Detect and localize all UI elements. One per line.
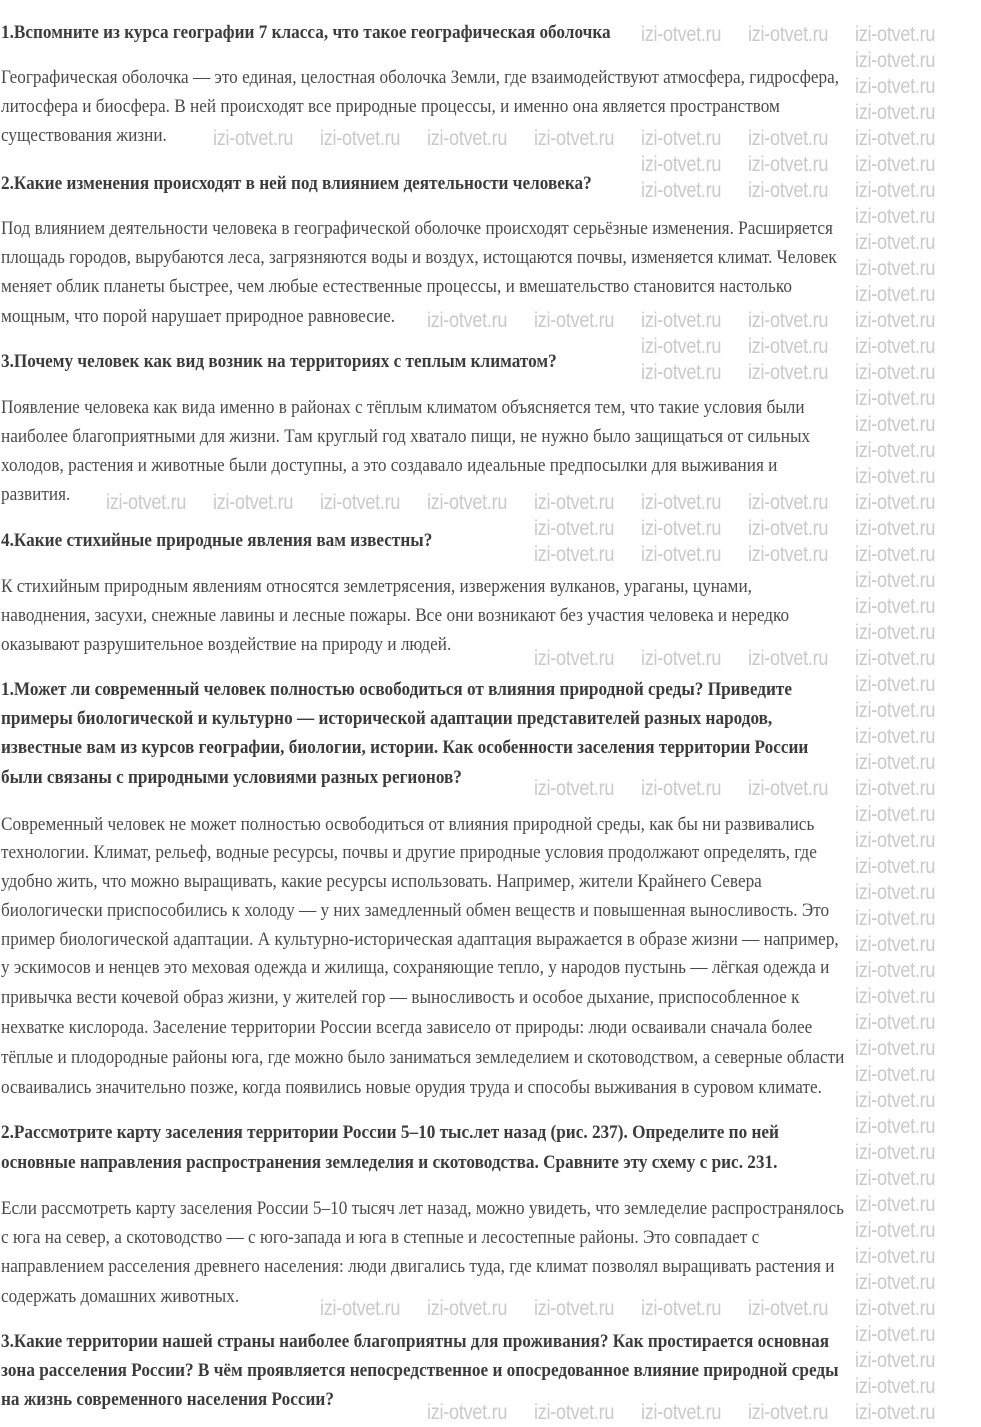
watermark-text: izi-otvet.ru xyxy=(855,569,936,592)
question-line: 1.Вспомните из курса географии 7 класса, что такое географическая оболочка xyxy=(1,23,611,43)
watermark-text: izi-otvet.ru xyxy=(748,309,829,332)
answer-line: направлением расселения древнего населения: люди двигались туда, где климат позволял выращивать растения и xyxy=(1,1257,835,1277)
watermark-text: izi-otvet.ru xyxy=(855,1323,936,1346)
watermark-text: izi-otvet.ru xyxy=(534,647,615,670)
watermark-text: izi-otvet.ru xyxy=(855,1141,936,1164)
watermark-text: izi-otvet.ru xyxy=(748,517,829,540)
watermark-text: izi-otvet.ru xyxy=(855,725,936,748)
question-line: на жизнь современного населения России? xyxy=(1,1390,334,1410)
answer-line: Появление человека как вида именно в районах с тёплым климатом объясняется тем, что такие условия были xyxy=(1,398,805,418)
watermark-text: izi-otvet.ru xyxy=(855,1401,936,1424)
watermark-text: izi-otvet.ru xyxy=(855,439,936,462)
watermark-text: izi-otvet.ru xyxy=(106,491,187,514)
watermark-text: izi-otvet.ru xyxy=(748,777,829,800)
watermark-text: izi-otvet.ru xyxy=(855,803,936,826)
answer-line: К стихийным природным явлениям относятся землетрясения, извержения вулканов, ураганы, цунами, xyxy=(1,577,752,597)
watermark-text: izi-otvet.ru xyxy=(855,1219,936,1242)
watermark-text: izi-otvet.ru xyxy=(748,23,829,46)
answer-line: площадь городов, вырубаются леса, загрязняются воды и воздух, истощаются почвы, изменяется климат. Человек xyxy=(1,248,837,268)
answer-line: наиболее благоприятными для жизни. Там круглый год хватало пищи, не нужно было защищаться от сильных xyxy=(1,427,811,447)
watermark-text: izi-otvet.ru xyxy=(748,1401,829,1424)
watermark-text: izi-otvet.ru xyxy=(855,101,936,124)
watermark-text: izi-otvet.ru xyxy=(427,1401,508,1424)
watermark-text: izi-otvet.ru xyxy=(855,595,936,618)
answer-line: холодов, растения и животные были доступны, а это создавало идеальные предпосылки для выживания и xyxy=(1,456,778,476)
watermark-text: izi-otvet.ru xyxy=(534,517,615,540)
answer-line: биологически приспособились к холоду — у них замедленный обмен веществ и повышенная выносливость. Это xyxy=(1,901,830,921)
watermark-text: izi-otvet.ru xyxy=(855,517,936,540)
question-line: 2.Какие изменения происходят в ней под влиянием деятельности человека? xyxy=(1,174,592,194)
watermark-text: izi-otvet.ru xyxy=(855,309,936,332)
watermark-text: izi-otvet.ru xyxy=(748,179,829,202)
question-line: 2.Рассмотрите карту заселения территории России 5–10 тыс.лет назад (рис. 237). Определите по ней xyxy=(1,1123,779,1143)
watermark-text: izi-otvet.ru xyxy=(855,751,936,774)
answer-line: с юга на север, а скотоводство — с юго-запада и юга в степные и лесостепные районы. Это совпадает с xyxy=(1,1228,760,1248)
watermark-text: izi-otvet.ru xyxy=(855,387,936,410)
answer-line: литосфера и биосфера. В ней происходят все природные процессы, и именно она является пространством xyxy=(1,97,780,117)
answer-line: осваивались значительно позже, когда появились новые орудия труда и способы выживания в суровом климате. xyxy=(1,1078,822,1098)
watermark-text: izi-otvet.ru xyxy=(534,1401,615,1424)
watermark-text: izi-otvet.ru xyxy=(748,361,829,384)
watermark-text: izi-otvet.ru xyxy=(855,23,936,46)
watermark-text: izi-otvet.ru xyxy=(534,777,615,800)
answer-line: Географическая оболочка — это единая, целостная оболочка Земли, где взаимодействуют атмосфера, гидросфера, xyxy=(1,68,840,88)
answer-line: пример биологической адаптации. А культурно-историческая адаптация выражается в образе жизни — например, xyxy=(1,930,839,950)
watermark-text: izi-otvet.ru xyxy=(855,777,936,800)
watermark-text: izi-otvet.ru xyxy=(855,1167,936,1190)
answer-line: Если рассмотреть карту заселения России 5–10 тысяч лет назад, можно увидеть, что земледелие распространялось xyxy=(1,1199,845,1219)
watermark-text: izi-otvet.ru xyxy=(855,49,936,72)
watermark-text: izi-otvet.ru xyxy=(534,309,615,332)
watermark-text: izi-otvet.ru xyxy=(855,1011,936,1034)
watermark-text: izi-otvet.ru xyxy=(748,491,829,514)
watermark-text: izi-otvet.ru xyxy=(855,231,936,254)
answer-line: развития. xyxy=(1,485,71,505)
watermark-text: izi-otvet.ru xyxy=(855,647,936,670)
answer-line: мощным, что порой нарушает природное равновесие. xyxy=(1,307,396,327)
question-line: 4.Какие стихийные природные явления вам известны? xyxy=(1,531,433,551)
watermark-text: izi-otvet.ru xyxy=(641,1401,722,1424)
watermark-text: izi-otvet.ru xyxy=(855,257,936,280)
watermark-text: izi-otvet.ru xyxy=(855,621,936,644)
question-line: основные направления распространения земледелия и скотоводства. Сравните эту схему с рис. 231. xyxy=(1,1153,778,1173)
watermark-text: izi-otvet.ru xyxy=(855,1375,936,1398)
watermark-text: izi-otvet.ru xyxy=(855,959,936,982)
watermark-text: izi-otvet.ru xyxy=(641,179,722,202)
watermark-text: izi-otvet.ru xyxy=(855,829,936,852)
watermark-text: izi-otvet.ru xyxy=(641,543,722,566)
watermark-text: izi-otvet.ru xyxy=(855,283,936,306)
watermark-text: izi-otvet.ru xyxy=(427,127,508,150)
watermark-text: izi-otvet.ru xyxy=(855,361,936,384)
watermark-text: izi-otvet.ru xyxy=(213,127,294,150)
answer-line: нехватке кислорода. Заселение территории России всегда зависело от природы: люди осваивали сначала более xyxy=(1,1018,813,1038)
answer-line: наводнения, засухи, снежные лавины и лесные пожары. Все они возникают без участия человека и нередко xyxy=(1,606,790,626)
watermark-text: izi-otvet.ru xyxy=(855,985,936,1008)
question-line: зона расселения России? В чём проявляется непосредственное и опосредованное влияние природной среды xyxy=(1,1361,839,1381)
answer-line: существования жизни. xyxy=(1,126,167,146)
watermark-text: izi-otvet.ru xyxy=(641,361,722,384)
answer-line: Современный человек не может полностью освободиться от влияния природной среды, как бы ни развивались xyxy=(1,815,815,835)
watermark-text: izi-otvet.ru xyxy=(855,543,936,566)
watermark-text: izi-otvet.ru xyxy=(855,1245,936,1268)
watermark-text: izi-otvet.ru xyxy=(641,647,722,670)
answer-line: технологии. Климат, рельеф, водные ресурсы, почвы и другие природные условия продолжают определять, где xyxy=(1,843,817,863)
watermark-text: izi-otvet.ru xyxy=(427,491,508,514)
watermark-text: izi-otvet.ru xyxy=(855,179,936,202)
watermark-text: izi-otvet.ru xyxy=(855,907,936,930)
watermark-text: izi-otvet.ru xyxy=(748,153,829,176)
watermark-text: izi-otvet.ru xyxy=(427,309,508,332)
answer-line: Под влиянием деятельности человека в географической оболочке происходят серьёзные изменения. Расширяется xyxy=(1,219,833,239)
watermark-text: izi-otvet.ru xyxy=(641,309,722,332)
watermark-text: izi-otvet.ru xyxy=(855,335,936,358)
question-line: 3.Какие территории нашей страны наиболее благоприятны для проживания? Как простирается основная xyxy=(1,1332,830,1352)
question-line: примеры биологической и культурно — исторической адаптации представителей разных народов, xyxy=(1,709,773,729)
question-line: 3.Почему человек как вид возник на территориях с теплым климатом? xyxy=(1,352,557,372)
watermark-text: izi-otvet.ru xyxy=(320,491,401,514)
watermark-text: izi-otvet.ru xyxy=(855,465,936,488)
watermark-text: izi-otvet.ru xyxy=(855,881,936,904)
watermark-text: izi-otvet.ru xyxy=(855,205,936,228)
question-line: были связаны с природными условиями разных регионов? xyxy=(1,768,462,788)
answer-line: у эскимосов и ненцев это меховая одежда и жилища, сохраняющие тепло, у народов пустынь — лёгкая одежда и xyxy=(1,958,830,978)
watermark-text: izi-otvet.ru xyxy=(213,491,294,514)
watermark-text: izi-otvet.ru xyxy=(641,1297,722,1320)
answer-line: тёплые и плодородные районы юга, где можно было заниматься земледелием и скотоводством, а северные области xyxy=(1,1048,845,1068)
watermark-text: izi-otvet.ru xyxy=(748,543,829,566)
watermark-text: izi-otvet.ru xyxy=(534,127,615,150)
answer-line: содержать домашних животных. xyxy=(1,1287,240,1307)
watermark-text: izi-otvet.ru xyxy=(427,1297,508,1320)
watermark-text: izi-otvet.ru xyxy=(534,491,615,514)
watermark-text: izi-otvet.ru xyxy=(855,699,936,722)
watermark-text: izi-otvet.ru xyxy=(534,1297,615,1320)
watermark-text: izi-otvet.ru xyxy=(320,1297,401,1320)
watermark-text: izi-otvet.ru xyxy=(855,1349,936,1372)
watermark-text: izi-otvet.ru xyxy=(855,1089,936,1112)
answer-line: привычка вести кочевой образ жизни, у жителей гор — выносливость и особое дыхание, приспособленное к xyxy=(1,988,800,1008)
watermark-text: izi-otvet.ru xyxy=(855,1037,936,1060)
watermark-text: izi-otvet.ru xyxy=(855,153,936,176)
watermark-text: izi-otvet.ru xyxy=(855,1297,936,1320)
watermark-text: izi-otvet.ru xyxy=(855,413,936,436)
watermark-text: izi-otvet.ru xyxy=(641,153,722,176)
watermark-text: izi-otvet.ru xyxy=(855,673,936,696)
watermark-text: izi-otvet.ru xyxy=(641,491,722,514)
watermark-text: izi-otvet.ru xyxy=(748,127,829,150)
watermark-text: izi-otvet.ru xyxy=(320,127,401,150)
question-line: 1.Может ли современный человек полностью освободиться от влияния природной среды? Приведите xyxy=(1,680,792,700)
watermark-text: izi-otvet.ru xyxy=(855,933,936,956)
watermark-text: izi-otvet.ru xyxy=(855,491,936,514)
watermark-text: izi-otvet.ru xyxy=(855,1115,936,1138)
watermark-text: izi-otvet.ru xyxy=(855,1193,936,1216)
watermark-text: izi-otvet.ru xyxy=(534,543,615,566)
watermark-text: izi-otvet.ru xyxy=(641,777,722,800)
answer-line: меняет облик планеты быстрее, чем любые естественные процессы, и вмешательство становится настолько xyxy=(1,277,792,297)
question-line: известные вам из курсов географии, биологии, истории. Как особенности заселения территории России xyxy=(1,738,809,758)
watermark-text: izi-otvet.ru xyxy=(748,1297,829,1320)
watermark-text: izi-otvet.ru xyxy=(855,1271,936,1294)
watermark-text: izi-otvet.ru xyxy=(641,23,722,46)
answer-line: удобно жить, что можно выращивать, какие ресурсы использовать. Например, жители Крайнего Севера xyxy=(1,872,762,892)
watermark-text: izi-otvet.ru xyxy=(748,335,829,358)
watermark-text: izi-otvet.ru xyxy=(855,1063,936,1086)
watermark-text: izi-otvet.ru xyxy=(748,647,829,670)
watermark-text: izi-otvet.ru xyxy=(855,855,936,878)
watermark-text: izi-otvet.ru xyxy=(855,127,936,150)
watermark-text: izi-otvet.ru xyxy=(641,517,722,540)
watermark-text: izi-otvet.ru xyxy=(641,335,722,358)
watermark-text: izi-otvet.ru xyxy=(855,75,936,98)
watermark-text: izi-otvet.ru xyxy=(641,127,722,150)
answer-line: оказывают разрушительное воздействие на природу и людей. xyxy=(1,635,452,655)
